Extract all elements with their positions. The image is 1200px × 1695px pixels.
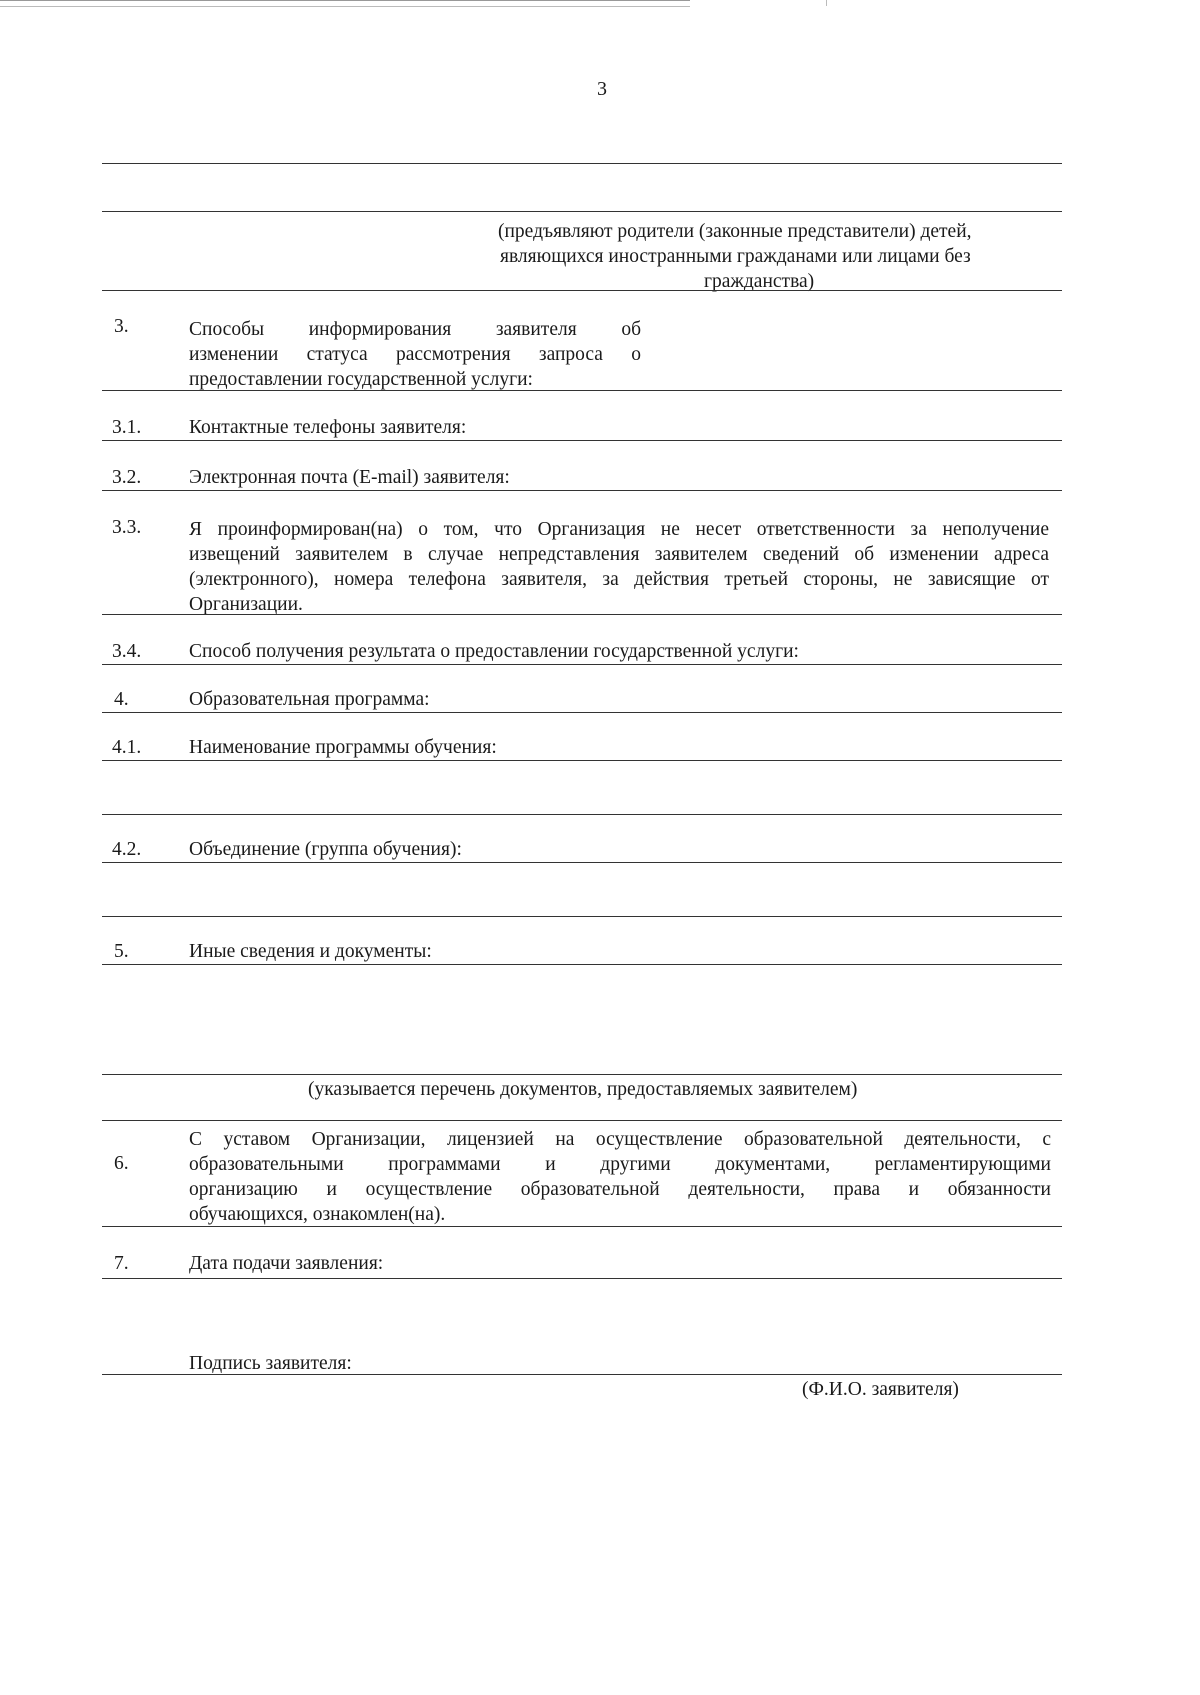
field-line[interactable] xyxy=(102,390,1062,391)
fio-note: (Ф.И.О. заявителя) xyxy=(802,1379,959,1400)
section-4-1-number: 4.1. xyxy=(112,737,142,758)
section-4-number: 4. xyxy=(114,689,129,710)
contact-phones-field[interactable] xyxy=(102,440,1062,441)
section-6-line4: обучающихся, ознакомлен(на). xyxy=(189,1204,446,1225)
scan-edge-line xyxy=(0,0,690,1)
section-3-line3: предоставлении государственной услуги: xyxy=(189,369,533,390)
blank-line xyxy=(102,211,1062,212)
note-foreign-line2: являющихся иностранными гражданами или лицами без xyxy=(500,246,971,267)
email-field[interactable] xyxy=(102,490,1062,491)
other-docs-field[interactable] xyxy=(102,964,1062,965)
divider xyxy=(102,1226,1062,1227)
divider xyxy=(102,1120,1062,1121)
section-6-line3: организацию и осуществление образовательной деятельности, права и обязанности xyxy=(189,1179,1051,1200)
email-label: Электронная почта (E-mail) заявителя: xyxy=(189,467,510,488)
section-3-4-number: 3.4. xyxy=(112,641,142,662)
scan-edge-line xyxy=(0,6,690,7)
section-3-3-line1: Я проинформирован(на) о том, что Организация не несет ответственности за неполучение xyxy=(189,519,1049,540)
scan-edge-tick xyxy=(826,0,827,6)
section-5-number: 5. xyxy=(114,941,129,962)
section-3-3-number: 3.3. xyxy=(112,517,142,538)
note-foreign-line3: гражданства) xyxy=(704,271,815,292)
group-field[interactable] xyxy=(102,862,1062,863)
signature-label: Подпись заявителя: xyxy=(189,1353,352,1374)
education-program-label: Образовательная программа: xyxy=(189,689,430,710)
program-name-field-line2[interactable] xyxy=(102,814,1062,815)
result-method-field[interactable] xyxy=(102,664,1062,665)
section-3-3-line3: (электронного), номера телефона заявителя, за действия третьей стороны, не зависящие от xyxy=(189,569,1049,590)
section-6-line1: С уставом Организации, лицензией на осуществление образовательной деятельности, с xyxy=(189,1129,1051,1150)
section-3-2-number: 3.2. xyxy=(112,467,142,488)
divider xyxy=(102,614,1062,615)
signature-field[interactable] xyxy=(102,1374,1062,1375)
blank-line xyxy=(102,163,1062,164)
program-name-field[interactable] xyxy=(102,760,1062,761)
section-3-1-number: 3.1. xyxy=(112,417,142,438)
section-3-number: 3. xyxy=(114,316,129,337)
note-foreign-line1: (предъявляют родители (законные представители) детей, xyxy=(498,221,972,242)
group-field-line2[interactable] xyxy=(102,916,1062,917)
divider xyxy=(102,290,1062,291)
section-6-number: 6. xyxy=(114,1153,129,1174)
section-7-number: 7. xyxy=(114,1253,129,1274)
section-6-line2: образовательными программами и другими документами, регламентирующими xyxy=(189,1154,1051,1175)
other-docs-field-line2[interactable] xyxy=(102,1074,1062,1075)
education-program-field[interactable] xyxy=(102,712,1062,713)
other-docs-label: Иные сведения и документы: xyxy=(189,941,432,962)
result-method-label: Способ получения результата о предоставлении государственной услуги: xyxy=(189,641,799,662)
section-4-2-number: 4.2. xyxy=(112,839,142,860)
section-3-3-line4: Организации. xyxy=(189,594,303,615)
contact-phones-label: Контактные телефоны заявителя: xyxy=(189,417,467,438)
section-3-line2: изменении статуса рассмотрения запроса о xyxy=(189,344,641,365)
section-3-line1: Способы информирования заявителя об xyxy=(189,319,641,340)
group-label: Объединение (группа обучения): xyxy=(189,839,462,860)
page-number: 3 xyxy=(597,78,607,100)
submission-date-label: Дата подачи заявления: xyxy=(189,1253,384,1274)
submission-date-field[interactable] xyxy=(102,1278,1062,1279)
section-3-3-line2: извещений заявителем в случае непредставления заявителем сведений об изменении адреса xyxy=(189,544,1049,565)
other-docs-note: (указывается перечень документов, предоставляемых заявителем) xyxy=(308,1079,858,1100)
program-name-label: Наименование программы обучения: xyxy=(189,737,497,758)
